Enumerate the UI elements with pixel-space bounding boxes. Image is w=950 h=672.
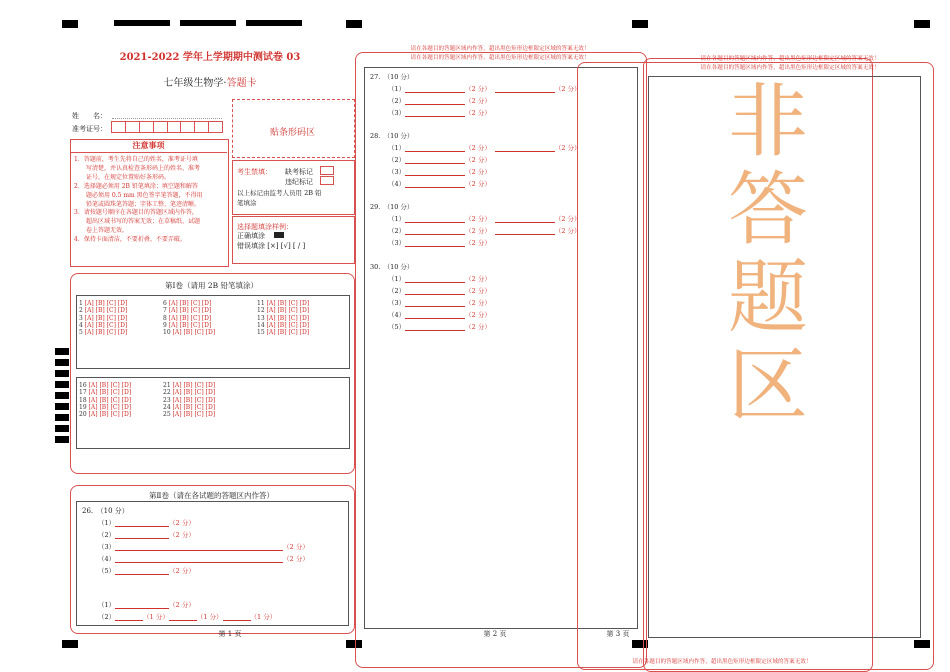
mc-options[interactable]: [A] [B] [C] [D] <box>84 329 128 337</box>
mc-question-row[interactable] <box>79 329 127 336</box>
q27-row[interactable]: （1） （2 分） （2 分） <box>388 85 581 93</box>
notice-line: 证号，在规定位置贴好条形码。 <box>74 173 171 181</box>
registration-mark <box>62 20 78 28</box>
mc-options[interactable]: [A] [B] [C] [D] <box>84 300 128 307</box>
mc-options[interactable]: [A] [B] [C] [D] <box>172 396 216 404</box>
section2-title: 第Ⅱ卷（请在各试题的答题区内作答） <box>148 491 275 500</box>
mc-question-number: 5 <box>79 329 85 337</box>
mc-question-number: 2 <box>79 307 85 315</box>
q26b-row[interactable]: （2） （1 分） （1 分） （1 分） <box>98 613 277 621</box>
id-label: 准考证号： <box>72 125 107 133</box>
mc-question-row[interactable] <box>257 322 309 329</box>
mc-question-number: 19 <box>79 403 89 411</box>
timing-mark <box>55 348 69 355</box>
mc-options[interactable]: [A] [B] [C] [D] <box>172 382 216 389</box>
watermark-char: 区 <box>728 339 808 432</box>
mc-question-row[interactable] <box>257 300 309 307</box>
mc-question-row[interactable] <box>163 315 211 322</box>
q27-label: 27. （10 分） <box>370 73 414 81</box>
mc-options[interactable]: [A] [B] [C] [D] <box>266 329 310 337</box>
registration-mark <box>246 20 302 26</box>
subtitle-main: 七年级生物学· <box>163 78 227 89</box>
bottom-warning: 请在各题目的答题区域内作答，超出黑色矩形边框限定区域的答案无效！ <box>632 659 812 665</box>
top-warning: 请在各题目的答题区域内作答，超出黑色矩形边框限定区域的答案无效！ <box>410 46 590 52</box>
mc-options[interactable]: [A] [B] [C] [D] <box>84 307 128 315</box>
mc-question-number: 20 <box>79 411 89 419</box>
exam-note: 笔填涂 <box>237 199 257 207</box>
mc-question-row[interactable] <box>79 397 131 404</box>
registration-mark <box>914 20 930 28</box>
q26-label: 26. （10 分） <box>82 507 129 515</box>
mc-question-row[interactable] <box>163 382 215 389</box>
q30-label: 30. （10 分） <box>370 263 414 271</box>
exam-label: 考生禁填： <box>237 168 272 176</box>
notice-line: 3．请按题号顺序在各题目的答题区域内作答， <box>74 209 198 217</box>
q27-row[interactable]: （3） （2 分） <box>388 109 491 117</box>
mc-question-number: 16 <box>79 382 89 389</box>
mc-options[interactable]: [A] [B] [C] [D] <box>266 307 310 315</box>
subtitle-card: 答题卡 <box>226 78 257 89</box>
mc-options[interactable]: [A] [B] [C] [D] <box>172 403 216 411</box>
fill-correct: 正确填涂 <box>237 232 265 240</box>
mc-question-row[interactable] <box>79 404 131 411</box>
registration-mark <box>62 640 78 648</box>
notice-line: 1．答题前，考生先将自己的姓名，准考证号填 <box>74 156 198 163</box>
q26-row[interactable]: （4） （2 分） <box>98 555 309 563</box>
absent-checkbox[interactable] <box>320 166 334 175</box>
absent-label: 缺考标记 <box>285 168 313 176</box>
mc-question-number: 8 <box>163 314 169 322</box>
timing-mark <box>55 370 69 377</box>
mc-question-number: 6 <box>163 300 169 307</box>
card-subtitle <box>110 74 310 89</box>
violation-label: 违纪标记 <box>285 178 313 186</box>
q26-row[interactable]: （1） （2 分） <box>98 519 195 527</box>
top-warning: 请在各题目的答题区域内作答，超出黑色矩形边框限定区域的答案无效！ <box>410 55 590 61</box>
mc-options[interactable]: [A] [B] [C] [D] <box>88 389 132 397</box>
mc-question-row[interactable] <box>163 389 215 396</box>
notice-list <box>74 156 203 245</box>
mc-question-number: 21 <box>163 382 173 389</box>
notice-title: 注意事项 <box>70 140 227 153</box>
name-field[interactable] <box>112 118 222 119</box>
mc-question-number: 22 <box>163 389 173 397</box>
q26-row[interactable]: （3） （2 分） <box>98 543 309 551</box>
q30-row[interactable]: （1） （2 分） <box>388 275 491 283</box>
q30-row[interactable]: （2） （2 分） <box>388 287 491 295</box>
mc-question-row[interactable] <box>79 315 127 322</box>
name-label: 姓 名： <box>72 112 107 120</box>
q29-row[interactable]: （1） （2 分） （2 分） <box>388 215 581 223</box>
registration-mark <box>180 20 236 26</box>
mc-question-row[interactable] <box>163 404 215 411</box>
q30-row[interactable]: （4） （2 分） <box>388 311 491 319</box>
mc-question-number: 11 <box>257 300 267 307</box>
barcode-label: 贴条形码区 <box>269 128 315 138</box>
mc-options[interactable]: [A] [B] [C] [D] <box>168 321 212 329</box>
page-number-3: 第 3 页 <box>606 630 630 638</box>
timing-mark <box>55 414 69 421</box>
mc-question-number: 1 <box>79 300 85 307</box>
mc-question-row[interactable] <box>163 300 211 307</box>
mc-options[interactable]: [A] [B] [C] [D] <box>266 314 310 322</box>
mc-question-row[interactable] <box>257 315 309 322</box>
notice-line: 4．保持卡面清洁，不要折叠、不要弄破。 <box>74 236 186 244</box>
q29-label: 29. （10 分） <box>370 203 414 211</box>
mc-question-number: 17 <box>79 389 89 397</box>
q26b-row[interactable]: （1） （2 分） <box>98 601 195 609</box>
registration-mark <box>346 20 362 28</box>
section1-title: 第Ⅰ卷（请用 2B 铅笔填涂） <box>164 281 258 290</box>
mc-options[interactable]: [A] [B] [C] [D] <box>168 307 212 315</box>
mc-question-row[interactable] <box>79 389 131 396</box>
top-warning: 请在各题目的答题区域内作答，超出黑色矩形边框限定区域的答案无效！ <box>700 56 880 62</box>
mc-options[interactable]: [A] [B] [C] [D] <box>88 411 132 419</box>
mc-options[interactable]: [A] [B] [C] [D] <box>172 389 216 397</box>
mc-question-number: 12 <box>257 307 267 315</box>
notice-line: 超出区域书写的答案无效；在草稿纸、试题 <box>74 218 201 226</box>
mc-question-number: 4 <box>79 321 85 329</box>
mc-question-number: 24 <box>163 403 173 411</box>
notice-line: 2．选择题必须用 2B 铅笔填涂；填空题和解答 <box>74 182 198 190</box>
q28-label: 28. （10 分） <box>370 132 414 140</box>
timing-mark <box>55 392 69 399</box>
notice-line: 铅笔或圆珠笔答题；字体工整、笔迹清晰。 <box>74 200 201 208</box>
timing-mark <box>55 425 69 432</box>
mc-question-row[interactable] <box>163 397 215 404</box>
q28-row[interactable]: （3） （2 分） <box>388 168 491 176</box>
registration-mark <box>114 20 170 26</box>
watermark-char: 题 <box>728 251 808 344</box>
violation-checkbox[interactable] <box>320 176 334 185</box>
q29-row[interactable]: （3） （2 分） <box>388 239 491 247</box>
non-answer-watermark <box>648 75 888 432</box>
timing-mark <box>55 403 69 410</box>
mc-options[interactable]: [A] [B] [C] [D] <box>84 314 128 322</box>
mc-question-number: 18 <box>79 396 89 404</box>
mc-question-row[interactable] <box>79 307 127 314</box>
mc-question-number: 10 <box>163 329 173 337</box>
mc-question-row[interactable] <box>163 411 215 418</box>
mc-question-number: 13 <box>257 314 267 322</box>
mc-options[interactable]: [A] [B] [C] [D] <box>88 403 132 411</box>
mc-question-number: 15 <box>257 329 267 337</box>
q29-row[interactable]: （2） （2 分） （2 分） <box>388 227 581 235</box>
mc-question-row[interactable] <box>163 307 211 314</box>
notice-line: 写清楚，并认真检查条形码上的姓名、准考 <box>74 164 201 172</box>
q27-row[interactable]: （2） （2 分） <box>388 97 491 105</box>
mc-options[interactable]: [A] [B] [C] [D] <box>88 382 132 389</box>
mc-question-row[interactable] <box>257 329 309 336</box>
registration-mark <box>632 20 648 28</box>
q26-row[interactable]: （5） （2 分） <box>98 567 195 575</box>
q30-row[interactable]: （5） （2 分） <box>388 323 491 331</box>
mc-question-row[interactable] <box>163 322 211 329</box>
q28-row[interactable]: （2） （2 分） <box>388 156 491 164</box>
mc-question-row[interactable] <box>257 307 309 314</box>
q30-row[interactable]: （3） （2 分） <box>388 299 491 307</box>
filled-sample <box>274 232 284 238</box>
q28-row[interactable]: （1） （2 分） （2 分） <box>388 144 581 152</box>
page-number-1: 第 1 页 <box>218 630 242 638</box>
mc-question-row[interactable] <box>79 382 131 389</box>
exam-title: 2021-2022 学年上学期期中测试卷 03 <box>119 52 301 63</box>
mc-options[interactable]: [A] [B] [C] [D] <box>172 411 216 419</box>
top-warning: 请在各题目的答题区域内作答，超出黑色矩形边框限定区域的答案无效！ <box>700 65 880 71</box>
timing-mark <box>55 381 69 388</box>
exam-note: 以上标记由监考人员用 2B 铅 <box>237 189 322 197</box>
q28-row[interactable]: （4） （2 分） <box>388 180 491 188</box>
notice-line: 题必须用 0.5 mm 黑色签字笔答题，不得用 <box>74 191 203 199</box>
notice-line: 卷上答题无效。 <box>74 227 129 235</box>
fill-wrong: 错误填涂 [×] [√] [ / ] <box>237 242 306 250</box>
page-number-2: 第 2 页 <box>483 630 507 638</box>
mc-question-row[interactable] <box>163 329 215 336</box>
fill-title: 选择题填涂样例： <box>237 223 293 231</box>
mc-question-number: 3 <box>79 314 85 322</box>
mc-question-row[interactable] <box>79 300 127 307</box>
mc-options[interactable]: [A] [B] [C] [D] <box>84 321 128 329</box>
mc-options[interactable]: [A] [B] [C] [D] <box>266 321 310 329</box>
mc-question-row[interactable] <box>79 411 131 418</box>
mc-question-number: 14 <box>257 321 267 329</box>
watermark-char: 非 <box>728 75 808 168</box>
mc-question-row[interactable] <box>79 322 127 329</box>
timing-mark <box>55 436 69 443</box>
mc-options[interactable]: [A] [B] [C] [D] <box>172 329 216 337</box>
mc-options[interactable]: [A] [B] [C] [D] <box>88 396 132 404</box>
mc-question-number: 23 <box>163 396 173 404</box>
mc-options[interactable]: [A] [B] [C] [D] <box>168 314 212 322</box>
mc-question-number: 7 <box>163 307 169 315</box>
q26-row[interactable]: （2） （2 分） <box>98 531 195 539</box>
mc-options[interactable]: [A] [B] [C] [D] <box>168 300 212 307</box>
mc-question-number: 25 <box>163 411 173 419</box>
mc-options[interactable]: [A] [B] [C] [D] <box>266 300 310 307</box>
mc-question-number: 9 <box>163 321 169 329</box>
watermark-char: 答 <box>728 163 808 256</box>
timing-mark <box>55 359 69 366</box>
id-boxes[interactable] <box>111 121 223 133</box>
